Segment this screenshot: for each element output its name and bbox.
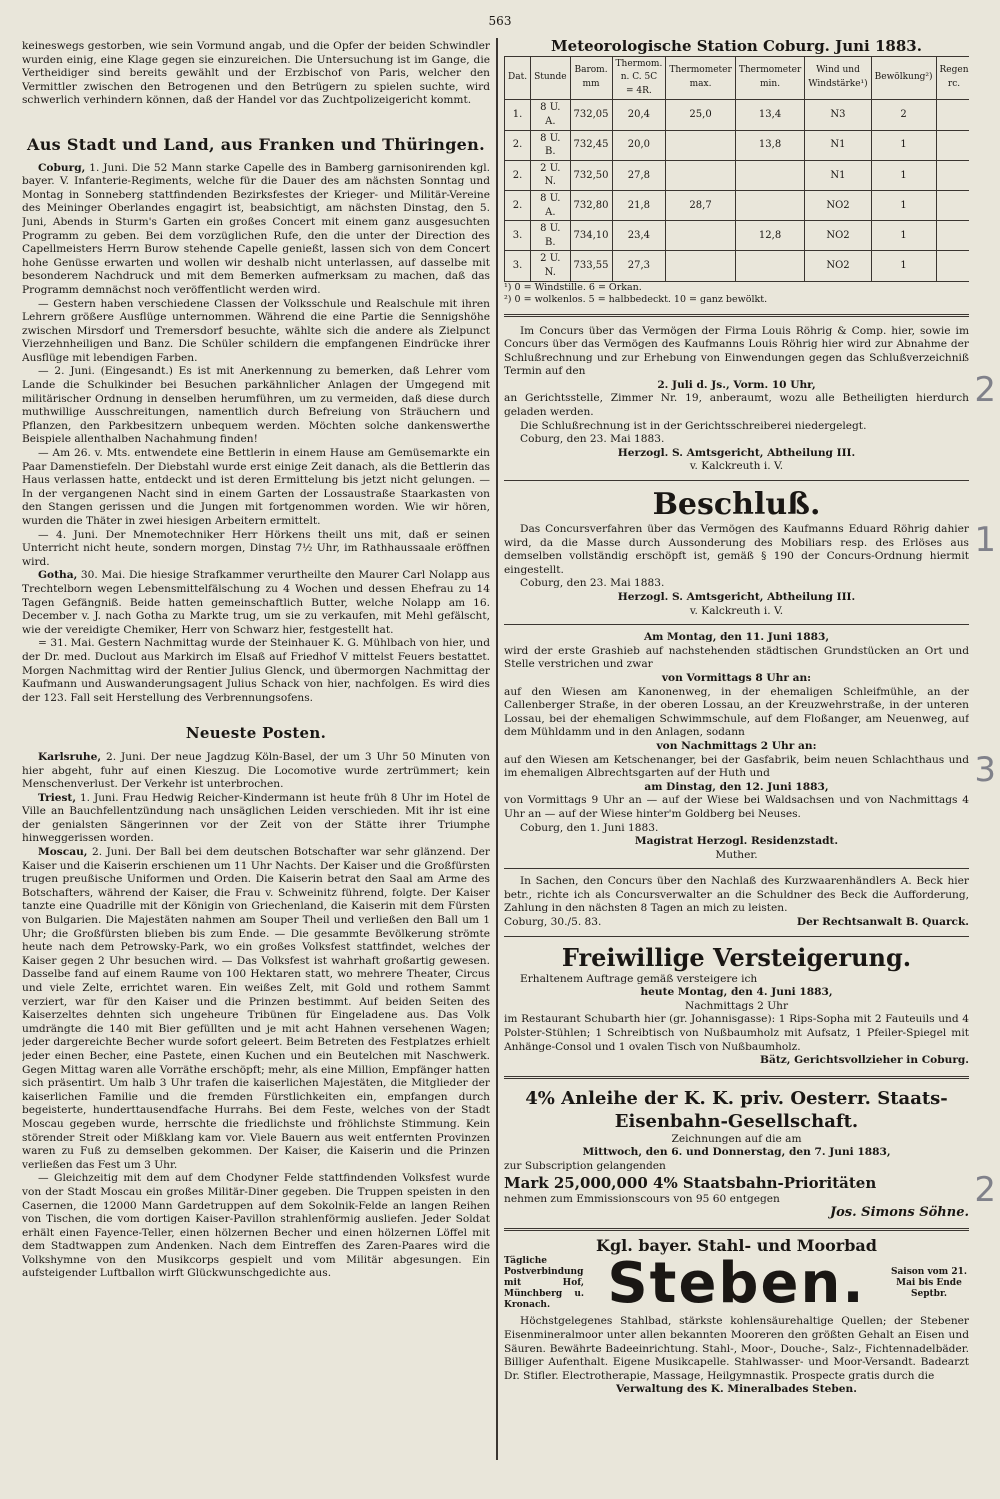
weather-column-header: Thermometer min. [735,56,805,100]
weather-column-header: Thermometer max. [666,56,736,100]
weather-cell: 2. [505,190,531,220]
ad-separator [504,480,969,481]
concurs-signature: v. Kalckreuth i. V. [689,460,784,473]
weather-cell [936,190,969,220]
weather-footnote-clouds: ²) 0 = wolkenlos. 5 = halbbedeckt. 10 = ganz bewölkt. [504,293,768,305]
weather-column-header: Wind und Windstärke¹) [805,56,871,100]
grashieb-heading: Am Montag, den 11. Juni 1883, [643,631,830,644]
versteigerung-time: Nachmittags 2 Uhr [684,999,789,1012]
weather-cell: 21,8 [612,190,666,220]
margin-pen-mark: 2 [974,1170,996,1210]
weather-column-header: Barom. mm [570,56,612,100]
beschluss-place-date: Coburg, den 23. Mai 1883. [520,577,665,590]
margin-pen-mark: 1 [974,520,996,560]
article-text: 1. Juni. Frau Hedwig Reicher-Kindermann ist heute früh 8 Uhr im Hotel de Ville an Bauchfellentzündung nach unsäglichen Leiden verschieden. Mit ihr ist eine der genialsten Sängerinnen vor der Zeit von der Stätte ihrer Triumphe hinweggerissen worden. [22,791,490,845]
weather-cell [735,160,805,190]
weather-cell [735,190,805,220]
article-text: 1. Juni. Die 52 Mann starke Capelle des in Bamberg garnisonirenden kgl. bayer. V. Infanterie-Regiments, welche für die Dauer des am nächsten Sonntag und Montag in Sonneberg stattfindenden Bezirksfestes der Krieger- und Militär-Vereine des Meininger Oberlandes engagirt ist, beabsichtigt, am nächsten Dinstag, den 5. Juni, Abends in Sturm's Garten ein großes Concert mit einem ganz ausgesuchten Programm zu geben. Bei dem vorzüglichen Rufe, den die unter der Direction des Capellmeisters Herrn Burow stehende Capelle genießt, lassen sich von dem Concert hohe Genüsse erwarten und wollen wir deshalb nicht unterlassen, auf dasselbe mit besonderem Nachdruck und mit dem Bemerken aufmerksam zu machen, daß das Programm demnächst noch veröffentlicht werden wird. [22,161,490,296]
weather-cell: 8 U. B. [531,221,570,251]
weather-cell: 1. [505,100,531,130]
bad-post-info: Tägliche Postverbindung mit Hof, Münchberg u. Kronach. [504,1256,584,1311]
weather-cell: NO2 [805,190,871,220]
weather-row [505,160,970,190]
weather-cell: 8 U. A. [531,100,570,130]
beschluss-court: Herzogl. S. Amtsgericht, Abtheilung III. [617,591,856,603]
bad-title: Kgl. bayer. Stahl- und Moorbad [596,1235,877,1255]
concurs-date: 2. Juli d. Js., Vorm. 10 Uhr, [657,378,816,391]
grashieb-tuesday: von Vormittags 9 Uhr an — auf der Wiese bei Waldsachsen und von Nachmittags 4 Uhr an — auf der Wiese hinter'm Goldberg bei Neuses. [504,794,969,820]
weather-cell: 13,8 [735,130,805,160]
weather-cell: 13,4 [735,100,805,130]
weather-cell: 732,50 [570,160,612,190]
weather-column-header: Stunde [531,56,570,100]
anleihe-subscription: zur Subscription gelangenden [504,1160,666,1172]
weather-cell: 27,3 [612,251,666,281]
weather-row [505,100,970,130]
weather-cell: 734,10 [570,221,612,251]
versteigerung-date: heute Montag, den 4. Juni 1883, [640,986,833,999]
grashieb-afternoon-places: auf den Wiesen am Ketschenanger, bei der Gasfabrik, beim neuen Schlachthaus und im ehemaligen Albrechtsgarten auf der Huth und [504,753,969,780]
article-militaer-diner: — Gleichzeitig mit dem auf dem Chodyner Felde stattfindenden Volksfest wurde von der Stadt Moscau ein großes Militär-Diner gegeben. Die Truppen speisten in den Casernen, die 12000 Mann Gardetruppen auf dem Sokolnik-Felde an langen Reihen von Tischen, die vom dortigen Kaiser-Pavillon strahlenförmig ausliefen. Jeder Soldat erhält einen Fayence-Teller, einen hölzernen Becher und einen hölzernen Löffel mit dem Stadtwappen zum Andenken. Nach dem Eintreffen des Zaren-Paares wird die Volkshymne von den Musikcorps gespielt und vom Militär abgesungen. Ein aufsteigender Luftballon wirft Glückwunschgedichte aus. [22,1172,490,1280]
article-place: Triest, [38,791,77,804]
versteigerung-items: im Restaurant Schubarth hier (gr. Johannisgasse): 1 Rips-Sopha mit 2 Fauteuils und 4 Polster-Stühlen; 1 Schreibtisch von Nußbaumholz mit Aufsatz, 1 Pfeiler-Spiegel mit Anhänge-Consol und 1 ovalen Tisch von Nußbaumholz. [504,1013,969,1053]
grashieb-place-date: Coburg, den 1. Juni 1883. [520,821,659,834]
weather-footnote-wind: ¹) 0 = Windstille. 6 = Orkan. [504,281,642,293]
bad-description: Höchstgelegenes Stahlbad, stärkste kohlensäurehaltige Quellen; der Stebener Eisenmineralmoor unter allen bekannten Mooreren den größten Gehalt an Eisen und Säuren. Bewährte Badeeinrichtung. Stahl-, Moor-, Douche-, Salz-, Fichtennadelbäder. Billiger Aufenthalt. Eigene Musikcapelle. Stahlwasser- und Moor-Versandt. Badearzt Dr. Stifler. Electrotherapie, Massage, Heilgymnastik. Prospecte gratis durch die [504,1315,969,1382]
concurs-place-date: Coburg, den 23. Mai 1883. [520,433,665,446]
weather-cell: 20,4 [612,100,666,130]
weather-cell: 2. [505,160,531,190]
article-place: Coburg, [38,161,86,174]
ad-separator [504,1076,969,1079]
anleihe-title: 4% Anleihe der K. K. priv. Oesterr. Staats-Eisenbahn-Gesellschaft. [525,1087,948,1132]
article-bettlerin: — Am 26. v. Mts. entwendete eine Bettlerin in einem Hause am Gemüsemarkte ein Paar Damenstiefeln. Der Diebstahl wurde erst einige Zeit danach, als die Bettlerin das Haus verlassen hatte, entdeckt und ist deren Ermittelung bis jetzt nicht gelungen. — In der vergangenen Nacht sind in einem Garten der Lossaustraße Staarkasten von den Stangen gerissen und die Jungen mit fortgenommen worden. Wie wir hören, wurden die Thäter in zwei hiesigen Arbeitern ermittelt. [22,447,490,527]
article-feuerbestattung: = 31. Mai. Gestern Nachmittag wurde der Steinhauer K. G. Mühlbach von hier, und der Dr. med. Duclout aus Markirch im Elsaß auf Friedhof V mittelst Feuers bestattet. Morgen Nachmittag wird der Rentier Julius Glenck, und übermorgen Nachmittag der Kaufmann und Auswanderungsagent Julius Schack von hier, nachfolgen. Es wird dies der 123. Fall seit Herstellung des Verbrennungsofens. [22,637,490,704]
ad-separator [504,936,969,937]
weather-cell: N1 [805,130,871,160]
weather-table [504,56,969,282]
anleihe-signature: Jos. Simons Söhne. [829,1205,969,1221]
ad-separator [504,624,969,625]
article-place: Gotha, [38,569,78,582]
weather-cell: 12,8 [735,221,805,251]
bad-signature: Verwaltung des K. Mineralbades Steben. [616,1383,857,1396]
versteigerung-intro: Erhaltenem Auftrage gemäß versteigere ich [520,972,758,985]
weather-cell: 1 [871,160,936,190]
weather-cell: 3. [505,221,531,251]
weather-cell: 2. [505,130,531,160]
anleihe-cours: nehmen zum Emmissionscours von 95 60 entgegen [504,1192,780,1205]
weather-cell: 732,05 [570,100,612,130]
bad-name: Steben. [607,1251,866,1317]
grashieb-magistrat: Magistrat Herzogl. Residenzstadt. [634,835,839,848]
ad-separator [504,868,969,869]
weather-cell [735,251,805,281]
nachlass-footer [504,916,969,930]
versteigerung-signature: Bätz, Gerichtsvollzieher in Coburg. [760,1054,969,1067]
weather-cell: 25,0 [666,100,736,130]
margin-pen-mark: 2 [974,370,996,410]
weather-row [505,130,970,160]
weather-cell: 8 U. A. [531,190,570,220]
weather-cell: N3 [805,100,871,130]
left-column [22,40,490,1465]
nachlass-signature: Der Rechtsanwalt B. Quarck. [796,916,969,929]
weather-cell: 732,80 [570,190,612,220]
grashieb-afternoon: von Nachmittags 2 Uhr an: [656,739,817,752]
weather-cell: 1 [871,251,936,281]
weather-cell: NO2 [805,221,871,251]
weather-cell: 1 [871,190,936,220]
weather-row [505,251,970,281]
weather-cell [936,160,969,190]
article-ausfluege: — Gestern haben verschiedene Classen der Volksschule und Realschule mit ihren Lehrern größere Ausflüge unternommen. Während die eine Partie die Sennigshöhe zwischen Mirsdorf und Tremersdorf besuchte, wählte sich die andere als Zielpunct Vierzehnheiligen und Banz. Die Schüler schildern die empfangenen Eindrücke ihrer Ausflüge mit lebendigen Farben. [22,297,490,364]
versteigerung-title: Freiwillige Versteigerung. [561,942,912,972]
grashieb-morning-places: auf den Wiesen am Kanonenweg, in der ehemaligen Schleifmühle, an der Callenberger Straße, in der oberen Lossau, an der Kreuzwehrstraße, in der unteren Lossau, bei der ehemaligen Schwimmschule, auf dem Floßanger, am Neuenweg, auf dem Mühldamm und in den Anlagen, sodann [504,685,969,739]
bad-season: Saison vom 21. Mai bis Ende Septbr. [890,1267,967,1300]
ad-separator [504,314,969,317]
beschluss-title: Beschluß. [652,487,821,523]
weather-cell: 23,4 [612,221,666,251]
article-moscau [22,846,490,1172]
weather-cell [666,160,736,190]
article-text: 30. Mai. Die hiesige Strafkammer verurtheilte den Maurer Carl Nolapp aus Trechtelborn wegen Lebensmittelfälschung zu 4 Wochen und dessen Ehefrau zu 14 Tagen Gefängniß. Beide hatten gemeinschaftlich Butter, welche Nolapp am 16. December v. J. nach Gotha zu Markte trug, um sie zu verkaufen, mit Mehl gefälscht, wie der vereidigte Chemiker, Herr von Schwarz hier, festgestellt hat. [22,569,490,636]
weather-cell [666,251,736,281]
weather-row [505,190,970,220]
intro-paragraph: keineswegs gestorben, wie sein Vormund angab, und die Opfer der beiden Schwindler wurden einig, eine Klage gegen sie einzureichen. Die Untersuchung ist im Gange, die Vertheidiger sind bereits gewählt und der Erzbischof von Paris, welcher den Vermittler zwischen den Betrogenen und den Betrügern zu spielen suchte, wird schwerlich verhindern können, daß der Handel vor das Zuchtpolizeigericht kommt. [22,40,490,107]
weather-cell: NO2 [805,251,871,281]
concurs-location: an Gerichtsstelle, Zimmer Nr. 19, anberaumt, wozu alle Betheiligten hierdurch geladen werden. [504,392,969,419]
weather-cell: 27,8 [612,160,666,190]
concurs-court: Herzogl. S. Amtsgericht, Abtheilung III. [617,446,856,459]
nachlass-notice: In Sachen, den Concurs über den Nachlaß des Kurzwaarenhändlers A. Beck hier betr., richte ich als Concursverwalter an die Schuldner des Beck die Aufforderung, Zahlung in den nächsten 8 Tagen an mich zu leisten. [504,875,969,915]
grashieb-intro: wird der erste Grashieb auf nachstehenden städtischen Grundstücken an Ort und Stelle verstrichen und zwar [504,644,969,671]
weather-cell [666,221,736,251]
weather-cell: 2 U. N. [531,251,570,281]
weather-row [505,221,970,251]
weather-cell: 20,0 [612,130,666,160]
anleihe-amount: Mark 25,000,000 4% Staatsbahn-Prioritäten [504,1173,877,1192]
article-triest [22,792,490,846]
weather-column-header: Bewölkung²) [871,56,936,100]
ad-separator [504,1228,969,1231]
column-divider [496,38,498,1460]
article-gotha [22,569,490,637]
beschluss-text: Das Concursverfahren über das Vermögen des Kaufmanns Eduard Röhrig dahier wird, da die Masse durch Aussonderung des Mobiliars resp. des Erlöses aus demselben vollständig erschöpft ist, gemäß § 190 der Concurs-Ordnung hiermit eingestellt. [504,523,969,576]
article-mnemotechniker: — 4. Juni. Der Mnemotechniker Herr Hörkens theilt uns mit, daß er seinen Unterricht nicht heute, sondern morgen, Dinstag 7½ Uhr, im Rathhaussaale eröffnen wird. [22,528,490,568]
article-eingesandt: — 2. Juni. (Eingesandt.) Es ist mit Anerkennung zu bemerken, daß Lehrer vom Lande die Schulkinder bei Besuchen parkähnlicher Anlagen der Umgegend mit militärischer Ordnung in denselben herumführen, um zu vermeiden, daß diese durch muthwillige Ausschreitungen, namentlich durch Befreiung von Sträuchern und Pflanzen, den Parkbesitzern unbequem werden. Möchten solche dankenswerthe Beispiele allenthalben Nachahmung finden! [22,365,490,446]
weather-cell: 8 U. B. [531,130,570,160]
section-title-neueste-posten: Neueste Posten. [185,724,327,743]
weather-cell: 1 [871,130,936,160]
grashieb-heading-2: am Dinstag, den 12. Juni 1883, [644,780,829,793]
weather-cell [936,130,969,160]
page-number: 563 [488,14,512,28]
concurs-notice: Im Concurs über das Vermögen der Firma Louis Röhrig & Comp. hier, sowie im Concurs über das Vermögen des Kaufmanns Louis Röhrig hier wird zur Abnahme der Schlußrechnung und zur Erhebung von Einwendungen gegen das Schlußverzeichniß Termin auf den [504,324,969,378]
weather-cell: N1 [805,160,871,190]
weather-cell: 28,7 [666,190,736,220]
weather-cell: 2 [871,100,936,130]
weather-cell [936,100,969,130]
bad-name-block [504,1251,969,1317]
grashieb-morning: von Vormittags 8 Uhr an: [661,671,812,684]
right-column [504,40,969,1465]
weather-cell [666,130,736,160]
nachlass-place-date: Coburg, 30./5. 83. [504,916,602,929]
article-place: Karlsruhe, [38,750,102,763]
article-text: 2. Juni. Der Ball bei dem deutschen Botschafter war sehr glänzend. Der Kaiser und die Kaiserin erschienen um 11 Uhr Nachts. Der Kaiser und die Großfürsten trugen preußische Uniformen und Orden. Die Kaiserin betrat den Saal am Arme des Botschafters, während der Kaiser, die Frau v. Schweinitz führend, folgte. Der Kaiser tanzte eine Quadrille mit der Königin von Griechenland, die Kaiserin mit dem Fürsten von Bulgarien. Die Majestäten nahmen am Souper Theil und verließen den Ball um 1 Uhr; die Großfürsten blieben bis zum Ende. — Die gesammte Bevölkerung strömte heute nach dem Petrowsky-Park, wo ein großes Volksfest stattfindet, welches der Kaiser gegen 2 Uhr besuchen wird. — Das Volksfest ist wahrhaft großartig gewesen. Dasselbe fand auf einem Raume von 100 Hektaren statt, wo mehrere Theater, Circus und viele Zelte, errichtet waren. Ein weißes Zelt, mit Gold und rothem Sammt verziert, war für den Kaiser und die Prinzen bestimmt. Auf beiden Seiten des Kaiserzeltes dehnten sich ungeheure Tribünen für Eingeladene aus. Das Volk umdrängte die 140 mit Bier gefüllten und je mit acht Hahnen versehenen Wagen; jeder dargereichte Becher wurde sofort geleert. Beim Betreten des Festplatzes erhielt jeder einen Becher, eine Pastete, einen Kuchen und ein Beutelchen mit Naschwerk. Gegen Mittag waren alle Vorräthe erschöpft; mehr, als eine Million, Empfänger hatten sich präsentirt. Um halb 3 Uhr trafen die kaiserlichen Majestäten, die Mitglieder der kaiserlichen Familie und die fremden Fürstlichkeiten ein, empfangen durch begeisterte, hunderttausendfache Hurrahs. Bei dem Feste, welches von der Stadt Moscau gegeben wurde, herrschte die friedlichste und fröhlichste Stimmung. Kein störender Streit oder Mißklang kam vor. Viele Bauern aus weit entfernten Provinzen waren zu Fuß zu demselben gekommen. Der Kaiser, die Kaiserin und die Prinzen verließen das Fest um 3 Uhr. [22,846,490,1171]
weather-cell: 2 U. N. [531,160,570,190]
weather-cell: 732,45 [570,130,612,160]
weather-cell: 3. [505,251,531,281]
grashieb-signature: Muther. [715,848,758,861]
article-karlsruhe [22,751,490,792]
section-title-stadt-und-land: Aus Stadt und Land, aus Franken und Thüringen. [27,134,485,154]
article-place: Moscau, [38,846,88,859]
beschluss-signature: v. Kalckreuth i. V. [689,604,784,617]
weather-column-header: Thermom. n. C. 5C = 4R. [612,56,666,100]
article-text: 2. Juni. Der neue Jagdzug Köln-Basel, der um 3 Uhr 50 Minuten von hier abgeht, fuhr auf einen Kieszug. Die Locomotive wurde zertrümmert; kein Menschenverlust. Der Verkehr ist unterbrochen. [22,750,490,791]
anleihe-intro: Zeichnungen auf die am [671,1132,802,1145]
weather-station-title: Meteorologische Station Coburg. Juni 1883. [551,40,922,55]
weather-cell: 733,55 [570,251,612,281]
concurs-note: Die Schlußrechnung ist in der Gerichtsschreiberei niedergelegt. [520,419,867,432]
weather-cell: 1 [871,221,936,251]
anleihe-date: Mittwoch, den 6. und Donnerstag, den 7. Juni 1883, [582,1146,891,1159]
weather-column-header: Regen rc. [936,56,969,100]
weather-column-header: Dat. [505,56,531,100]
article-coburg [22,162,490,298]
weather-cell [936,251,969,281]
weather-cell [936,221,969,251]
margin-pen-mark: 3 [974,750,996,790]
